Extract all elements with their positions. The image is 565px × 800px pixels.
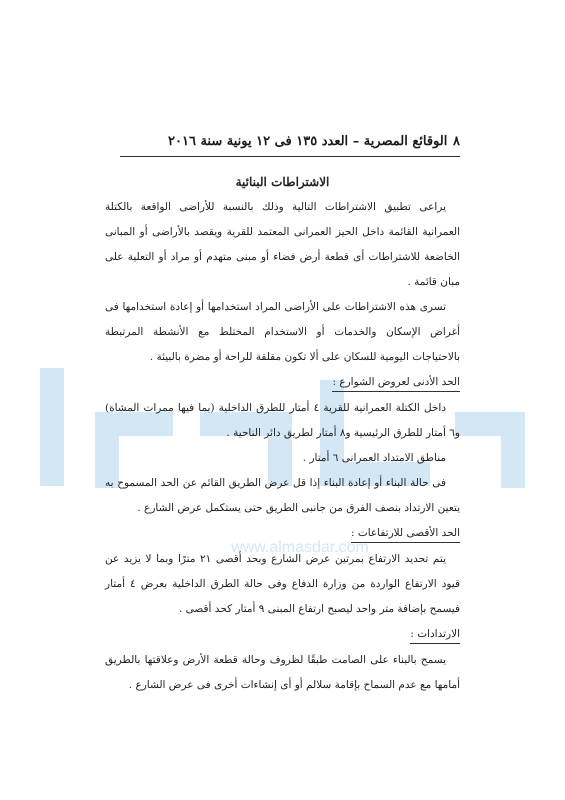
max-heights-heading: الحد الأقصى للارتفاعات : xyxy=(351,525,460,543)
header-rule xyxy=(120,156,460,157)
street-widths-line: داخل الكتلة العمرانية للقرية ٤ أمتار للطرق الداخلية (بما فيها ممرات المشاة) و٦ أمتار للطرق الرئيسية و٨ أمتار لطريق دائر الناحية . xyxy=(105,402,460,439)
document-body xyxy=(105,170,460,698)
gazette-title: الوقائع المصرية – العدد ١٣٥ فى ١٢ يونية سنة ٢٠١٦ xyxy=(168,134,448,149)
setbacks-text: يسمح بالبناء على الصامت طبقًا لظروف وحالة قطعة الأرض وعلاقتها بالطريق أمامها مع عدم السماح بإقامة سلالم أو أى إنشاءات أخرى فى عرض الشارع . xyxy=(105,654,460,691)
page-number: ٨ xyxy=(453,134,460,149)
page-header xyxy=(168,134,460,154)
watermark-stroke xyxy=(40,368,64,486)
setbacks-heading: الارتدادات : xyxy=(410,626,460,644)
street-widths-heading: الحد الأدنى لعروض الشوارع : xyxy=(332,374,460,392)
paragraph: تسرى هذه الاشتراطات على الأراضى المراد استخدامها أو إعادة استخدامها فى أغراض الإسكان والخدمات أو الاستخدام المختلط مع الأنشطة المرتبطة بالاحتياجات اليومية للسكان على ألا تكون مقلقة للراحة أو مضرة بالبيئة . xyxy=(105,301,460,363)
watermark-url: www.almasdar.com xyxy=(231,539,369,556)
street-widths-line: فى حالة البناء أو إعادة البناء إذا قل عرض الطريق القائم عن الحد المسموح به يتعين الارتداد بنصف الفرق من جانبى الطريق حتى يستكمل عرض الشارع . xyxy=(105,477,460,514)
paragraph: يراعى تطبيق الاشتراطات التالية وذلك بالنسبة للأراضى الواقعة بالكتلة العمرانية القائمة داخل الحيز العمرانى المعتمد للقرية ويقصد بالأراضى أو المبانى الخاضعة للاشتراطات أى قطعة أرض فضاء أو مبنى متهدم أو مراد أو التعلية على مبان قائمة . xyxy=(105,201,460,288)
section-title: الاشتراطات البنائية xyxy=(235,175,330,189)
max-heights-text: يتم تحديد الارتفاع بمرتين عرض الشارع وبحد أقصى ٢١ مترًا وبما لا يزيد عن قيود الارتفاع الواردة من وزارة الدفاع وفى حالة الطرق الداخلية بعرض ٤ أمتار فيسمح بإضافة متر واحد ليصبح ارتفاع المبنى ٩ أمتار كحد أقصى . xyxy=(105,553,460,615)
watermark-stroke xyxy=(501,432,525,488)
street-widths-line: مناطق الامتداد العمرانى ٦ أمتار . xyxy=(302,452,446,464)
